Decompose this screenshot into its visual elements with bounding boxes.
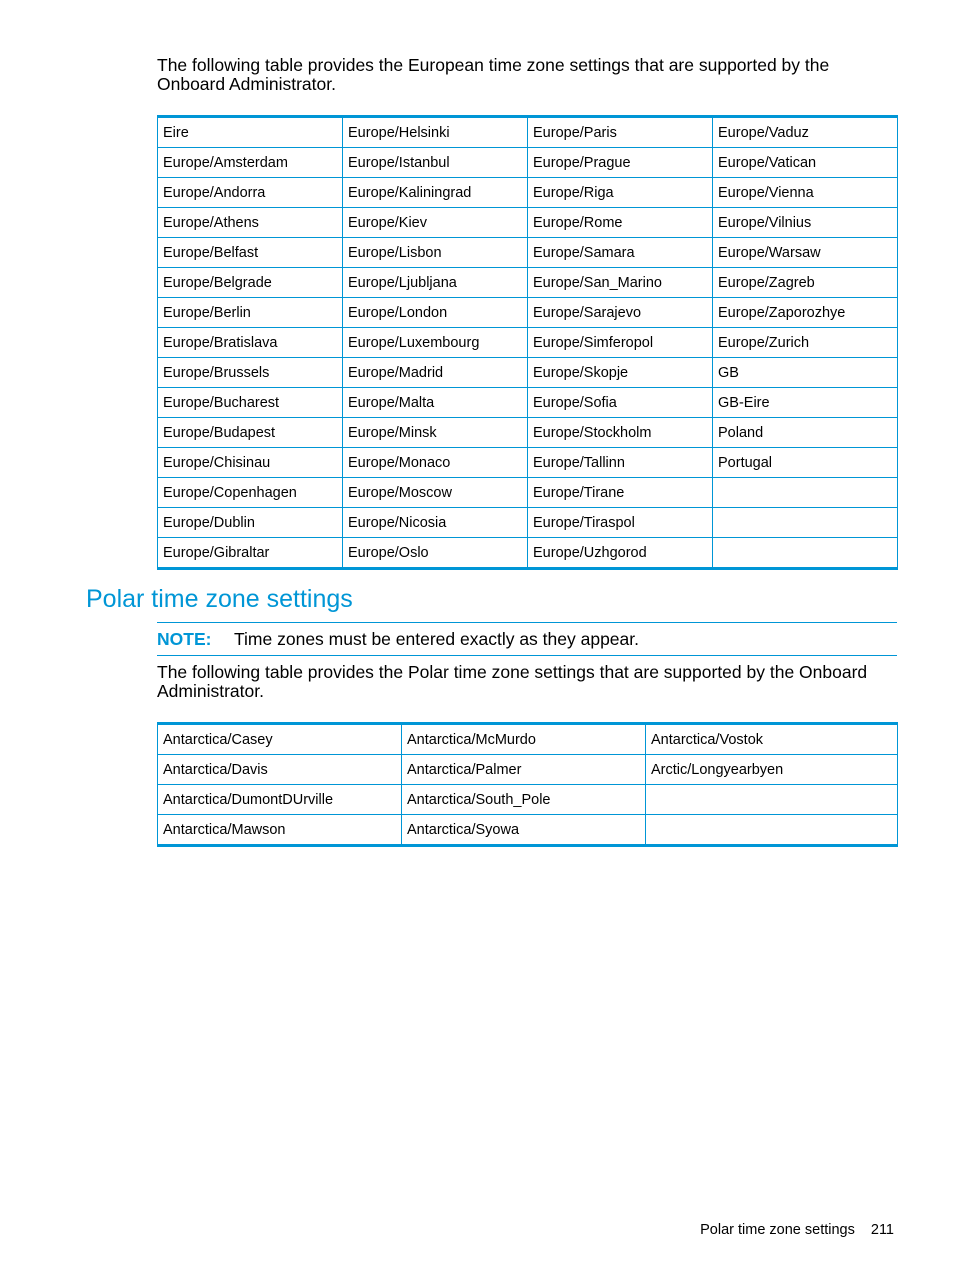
table-cell: Europe/Bucharest: [158, 388, 343, 418]
table-cell: [713, 478, 898, 508]
table-row: [158, 298, 898, 328]
table-cell: Europe/Kiev: [343, 208, 528, 238]
table-cell: Europe/Zagreb: [713, 268, 898, 298]
table-row: [158, 478, 898, 508]
table-cell: Europe/Amsterdam: [158, 148, 343, 178]
table-cell: Antarctica/Casey: [158, 724, 402, 755]
table-cell: [713, 508, 898, 538]
table-row: [158, 148, 898, 178]
table-row: [158, 508, 898, 538]
table-cell: Antarctica/South_Pole: [402, 785, 646, 815]
table-cell: Antarctica/DumontDUrville: [158, 785, 402, 815]
table-cell: Europe/Dublin: [158, 508, 343, 538]
table-cell: [646, 815, 898, 846]
table-row: [158, 117, 898, 148]
table-cell: Poland: [713, 418, 898, 448]
table-row: [158, 208, 898, 238]
table-cell: Europe/Stockholm: [528, 418, 713, 448]
table-cell: Europe/Istanbul: [343, 148, 528, 178]
table-cell: Europe/Vilnius: [713, 208, 898, 238]
table-row: [158, 178, 898, 208]
table-cell: GB-Eire: [713, 388, 898, 418]
table-cell: Europe/San_Marino: [528, 268, 713, 298]
table-cell: Europe/Ljubljana: [343, 268, 528, 298]
table-cell: Europe/Helsinki: [343, 117, 528, 148]
section-heading: Polar time zone settings: [86, 585, 353, 613]
table-row: [158, 724, 898, 755]
table-cell: Europe/Warsaw: [713, 238, 898, 268]
table-cell: Europe/Moscow: [343, 478, 528, 508]
table-cell: Antarctica/Mawson: [158, 815, 402, 846]
table-row: [158, 328, 898, 358]
table-cell: Antarctica/Syowa: [402, 815, 646, 846]
table-row: [158, 538, 898, 569]
polar-intro-paragraph: The following table provides the Polar time zone settings that are supported by the Onboard Administrator.: [157, 662, 868, 701]
table-cell: Europe/Sarajevo: [528, 298, 713, 328]
table-cell: Europe/Oslo: [343, 538, 528, 569]
european-timezone-table: [157, 115, 898, 570]
table-cell: Eire: [158, 117, 343, 148]
table-row: [158, 785, 898, 815]
table-cell: Europe/Minsk: [343, 418, 528, 448]
table-cell: Europe/Belgrade: [158, 268, 343, 298]
table-cell: Europe/Kaliningrad: [343, 178, 528, 208]
table-cell: Antarctica/Davis: [158, 755, 402, 785]
table-cell: Antarctica/Palmer: [402, 755, 646, 785]
note-box: [157, 622, 897, 656]
table-row: [158, 388, 898, 418]
table-cell: Antarctica/Vostok: [646, 724, 898, 755]
table-cell: Europe/Riga: [528, 178, 713, 208]
table-cell: Europe/Paris: [528, 117, 713, 148]
table-cell: Europe/Uzhgorod: [528, 538, 713, 569]
note-label: NOTE:: [157, 629, 212, 649]
table-cell: Antarctica/McMurdo: [402, 724, 646, 755]
table-row: [158, 268, 898, 298]
table-cell: Europe/Vaduz: [713, 117, 898, 148]
table-cell: Europe/Monaco: [343, 448, 528, 478]
table-cell: Europe/Vienna: [713, 178, 898, 208]
table-cell: Europe/Andorra: [158, 178, 343, 208]
table-cell: Europe/Vatican: [713, 148, 898, 178]
table-cell: Europe/Tiraspol: [528, 508, 713, 538]
table-cell: Europe/Luxembourg: [343, 328, 528, 358]
table-cell: Arctic/Longyearbyen: [646, 755, 898, 785]
table-cell: Europe/Rome: [528, 208, 713, 238]
table-cell: Europe/Zaporozhye: [713, 298, 898, 328]
table-cell: Europe/Brussels: [158, 358, 343, 388]
table-cell: Europe/Chisinau: [158, 448, 343, 478]
table-row: [158, 418, 898, 448]
table-cell: [646, 785, 898, 815]
table-row: [158, 448, 898, 478]
table-cell: Portugal: [713, 448, 898, 478]
table-cell: Europe/Bratislava: [158, 328, 343, 358]
note-text: Time zones must be entered exactly as they appear.: [234, 629, 639, 649]
table-cell: Europe/Madrid: [343, 358, 528, 388]
table-cell: Europe/Berlin: [158, 298, 343, 328]
table-cell: Europe/Nicosia: [343, 508, 528, 538]
table-cell: Europe/Belfast: [158, 238, 343, 268]
table-cell: Europe/Athens: [158, 208, 343, 238]
table-cell: Europe/London: [343, 298, 528, 328]
european-intro-paragraph: The following table provides the European time zone settings that are supported by the Onboard Administrator.: [157, 55, 830, 94]
table-cell: [713, 538, 898, 569]
table-row: [158, 358, 898, 388]
table-cell: Europe/Simferopol: [528, 328, 713, 358]
table-cell: Europe/Skopje: [528, 358, 713, 388]
table-cell: Europe/Copenhagen: [158, 478, 343, 508]
table-cell: Europe/Tirane: [528, 478, 713, 508]
table-cell: GB: [713, 358, 898, 388]
footer-section-title: Polar time zone settings: [700, 1222, 855, 1238]
table-cell: Europe/Gibraltar: [158, 538, 343, 569]
table-cell: Europe/Lisbon: [343, 238, 528, 268]
table-row: [158, 238, 898, 268]
polar-timezone-table: [157, 722, 898, 847]
table-cell: Europe/Budapest: [158, 418, 343, 448]
table-cell: Europe/Samara: [528, 238, 713, 268]
table-cell: Europe/Prague: [528, 148, 713, 178]
table-cell: Europe/Malta: [343, 388, 528, 418]
table-cell: Europe/Sofia: [528, 388, 713, 418]
table-cell: Europe/Tallinn: [528, 448, 713, 478]
page-number: 211: [870, 1222, 894, 1238]
table-row: [158, 755, 898, 785]
table-cell: Europe/Zurich: [713, 328, 898, 358]
table-row: [158, 815, 898, 846]
page-footer: [700, 1222, 894, 1238]
